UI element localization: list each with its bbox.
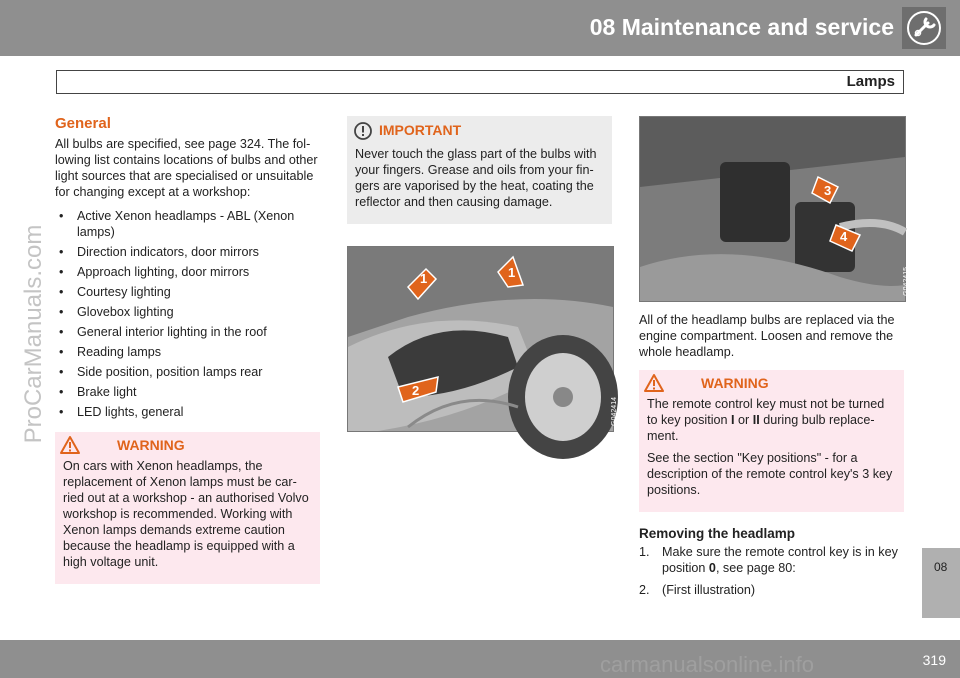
- warning-text: On cars with Xenon headlamps, the replacement of Xenon lamps must be car-ried out at a workshop - an authorised Volvo workshop is recommended. Working with Xenon lamps demands extreme caution because the headlamp is equipped with a high voltage unit.: [63, 459, 309, 569]
- general-intro: All bulbs are specified, see page 324. The fol-lowing list contains locations of bulbs and other light sources that are specialised or unsuitable for changing except at a workshop:: [55, 137, 318, 199]
- list-item: • Brake light: [59, 385, 137, 399]
- list-item: • Reading lamps: [59, 345, 162, 359]
- important-label: IMPORTANT: [379, 122, 462, 138]
- list-item: • Side position, position lamps rear: [59, 365, 263, 379]
- callout-label: 3: [824, 183, 832, 198]
- footer-bar: [0, 640, 960, 678]
- warning-triangle-icon: [643, 373, 665, 393]
- section-title: Lamps: [846, 73, 895, 90]
- chapter-icon-box: [902, 7, 946, 49]
- warning-label: WARNING: [117, 437, 185, 453]
- page-number: 319: [922, 652, 946, 668]
- removing-headlamp-heading: Removing the headlamp: [639, 526, 796, 541]
- important-text: Never touch the glass part of the bulbs with your fingers. Grease and oils from your fin-gers are vaporised by the heat, coating the reflector and then causing damage.: [355, 147, 597, 209]
- headlamp-connector-illustration: [640, 117, 905, 301]
- bulb-location-list: [55, 208, 320, 420]
- important-box: [347, 116, 612, 224]
- chapter-title: 08 Maintenance and service: [589, 14, 894, 40]
- callout-label: 1: [508, 265, 516, 280]
- warning-text: The remote control key must not be turned to key position I or II during bulb replace-ment.: [647, 397, 885, 443]
- headlamp-intro: All of the headlamp bulbs are replaced via the engine compartment. Loosen and remove the whole headlamp.: [639, 313, 895, 359]
- list-item: 2. (First illustration): [639, 583, 756, 597]
- warning-header: [55, 432, 320, 458]
- left-column: [55, 116, 320, 584]
- list-item: • General interior lighting in the roof: [59, 325, 267, 339]
- wrench-icon: [902, 7, 946, 49]
- middle-column: [347, 116, 612, 266]
- car-front-illustration: [348, 247, 613, 431]
- important-header: [347, 116, 612, 146]
- removal-steps: [639, 544, 904, 598]
- warning-header: [639, 370, 904, 396]
- watermark-bottom: carmanualsonline.info: [600, 652, 815, 677]
- general-heading: General: [55, 115, 111, 132]
- exclamation-icon: [353, 121, 373, 141]
- chapter-side-tab: [922, 548, 960, 618]
- photo-code: G042415: [903, 267, 910, 296]
- xenon-warning-box: [55, 432, 320, 584]
- list-item: • Direction indicators, door mirrors: [59, 245, 259, 259]
- key-warning-box: [639, 370, 904, 512]
- right-column: [639, 312, 904, 604]
- watermark-left: ProCarManuals.com: [20, 224, 47, 444]
- list-item: • Glovebox lighting: [59, 305, 174, 319]
- list-item: • LED lights, general: [59, 405, 184, 419]
- list-item: • Courtesy lighting: [59, 285, 171, 299]
- list-item: • Approach lighting, door mirrors: [59, 265, 250, 279]
- section-bar: [56, 70, 904, 94]
- list-item: • Active Xenon headlamps - ABL (Xenon lamps): [59, 209, 295, 239]
- list-item: 1. Make sure the remote control key is in key position 0, see page 80:: [639, 545, 898, 575]
- callout-label: 2: [412, 383, 420, 398]
- headlamp-front-photo: [347, 246, 618, 432]
- warning-label: WARNING: [701, 375, 769, 391]
- photo-code: G042414: [611, 397, 618, 426]
- warning-triangle-icon: [59, 435, 81, 455]
- side-tab-label: 08: [934, 560, 948, 574]
- callout-label: 4: [840, 229, 848, 244]
- callout-label: 1: [420, 271, 428, 286]
- connector-photo: [639, 116, 910, 302]
- header-bar: [0, 0, 960, 56]
- warning-text: See the section "Key positions" - for a description of the remote control key's 3 key positions.: [647, 451, 893, 497]
